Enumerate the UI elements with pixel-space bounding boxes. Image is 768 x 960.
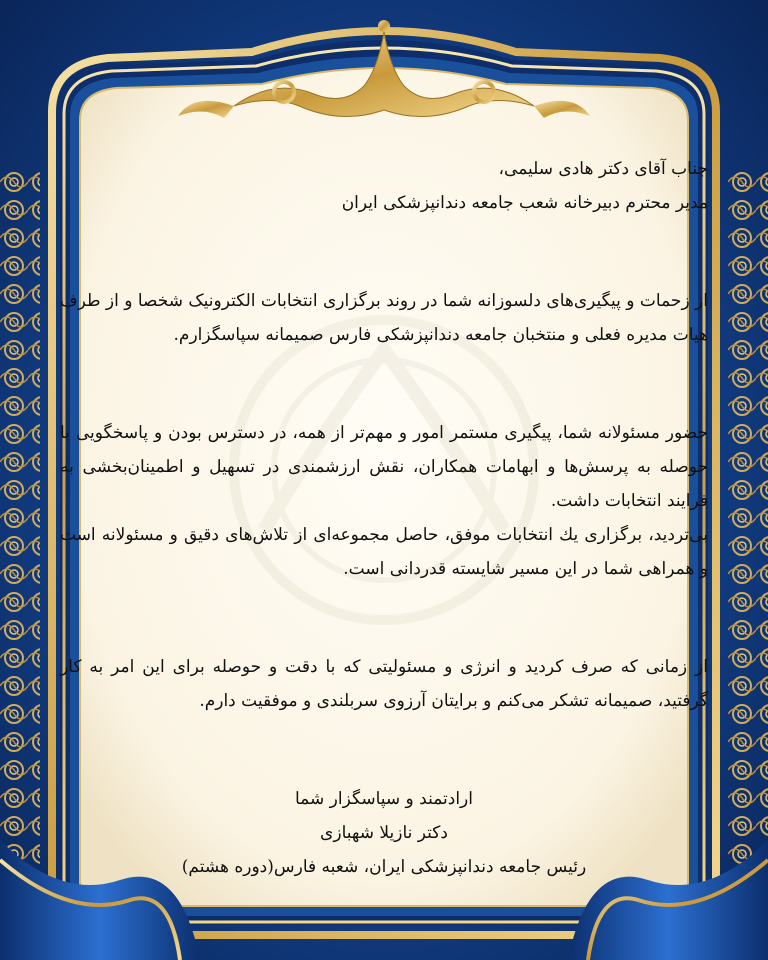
closing-line: ارادتمند و سپاسگزار شما bbox=[294, 789, 473, 809]
paragraph-4: از زمانی که صرف کردید و انرژی و مسئولیتی که با دقت و حوصله برای این امر به کار گرفتید، صمیمانه تشکر می‌کنم و برایتان آرزوی سربلندی و موفقیت دارم. bbox=[60, 657, 708, 711]
paragraph-2: حضور مسئولانه شما، پیگیری مستمر امور و مهم‌تر از همه، در دسترس بودن و پاسخگویی با حوصله به پرسش‌ها و ابهامات همکاران، نقش ارزشمندی در تسهیل و اطمینان‌بخشی به فرایند انتخابات داشت. bbox=[60, 423, 708, 511]
recipient-title: مدیر محترم دبیرخانه شعب جامعه دندانپزشکی ایران bbox=[341, 193, 708, 213]
signer-title: رئیس جامعه دندانپزشکی ایران، شعبه فارس(دوره هشتم) bbox=[181, 857, 587, 877]
salutation: جناب آقای دکتر هادی سلیمی، bbox=[498, 159, 708, 179]
right-ornament-strip bbox=[728, 170, 768, 870]
letter-body bbox=[60, 152, 708, 884]
paragraph-3: بی‌تردید، برگزاری یك انتخابات موفق، حاصل مجموعه‌ای از تلاش‌های دقیق و مسئولانه است و همراهی شما در این مسیر شایسته قدردانی است. bbox=[60, 525, 708, 579]
signature-block bbox=[60, 782, 708, 884]
left-ornament-strip bbox=[0, 170, 40, 870]
signer-name: دکتر نازیلا شهبازی bbox=[320, 823, 448, 843]
paragraph-1: از زحمات و پیگیری‌های دلسوزانه شما در روند برگزاری انتخابات الکترونیک شخصا و از طرف هیات مدیره فعلی و منتخبان جامعه دندانپزشکی فارس صمیمانه سپاسگزارم. bbox=[59, 291, 708, 345]
